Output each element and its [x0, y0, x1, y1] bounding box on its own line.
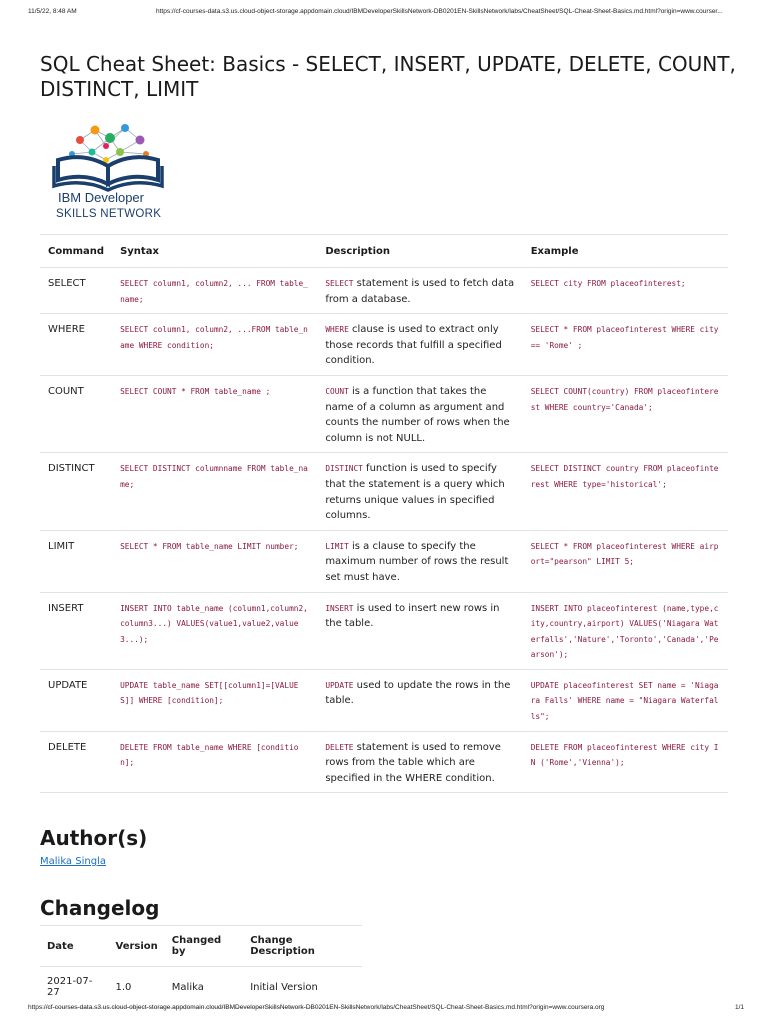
example-cell [523, 268, 728, 314]
changelog-header-row [40, 926, 362, 967]
description-keyword: SELECT [325, 279, 354, 288]
command-cell: WHERE [40, 314, 112, 376]
example-code: INSERT INTO placeofinterest (name,type,city,country,airport) VALUES('Niagara Waterfalls','Nature','Toronto','Canada','Pearson'); [530, 603, 719, 660]
description-cell [317, 592, 522, 669]
footer-url: https://cf-courses-data.s3.us.cloud-object-storage.appdomain.cloud/IBMDeveloperSkillsNetwork-DB0201EN-SkillsNetwork/labs/CheatSheet/SQL-Cheat-Sheet-Basics.md.html?origin=www.coursera.org [28, 1004, 605, 1011]
syntax-cell [112, 314, 317, 376]
sql-cheat-table [40, 234, 728, 793]
syntax-cell [112, 268, 317, 314]
authors-heading: Author(s) [40, 826, 148, 850]
table-row [40, 731, 728, 793]
column-header-command: Command [40, 235, 112, 268]
description-cell [317, 453, 522, 530]
syntax-code: DELETE FROM table_name WHERE [condition]; [120, 742, 299, 768]
description-text: is a function that takes the name of a column as argument and counts the number of rows when the column is not NULL. [325, 385, 510, 444]
changelog-header-version: Version [109, 926, 165, 967]
table-row [40, 530, 728, 592]
syntax-cell [112, 669, 317, 731]
syntax-cell [112, 731, 317, 793]
command-cell: DISTINCT [40, 453, 112, 530]
logo-brand-line1: IBM Developer [58, 190, 144, 205]
description-cell [317, 669, 522, 731]
command-cell: COUNT [40, 375, 112, 452]
print-footer [28, 1004, 744, 1016]
example-cell [523, 375, 728, 452]
changelog-header-date: Date [40, 926, 109, 967]
changelog-date: 2021-07-27 [40, 967, 109, 1008]
syntax-cell [112, 530, 317, 592]
print-url: https://cf-courses-data.s3.us.cloud-object-storage.appdomain.cloud/IBMDeveloperSkillsNetwork-DB0201EN-SkillsNetwork/labs/CheatSheet/SQL-Cheat-Sheet-Basics.md.html?origin=www.courser... [156, 8, 723, 15]
changelog-table [40, 925, 362, 1008]
column-header-example: Example [523, 235, 728, 268]
description-keyword: WHERE [325, 325, 349, 335]
column-header-syntax: Syntax [112, 235, 317, 268]
description-text: function is used to specify that the statement is a query which returns unique values in specified columns. [325, 463, 505, 522]
description-cell [317, 375, 522, 452]
description-keyword: DELETE [325, 742, 354, 752]
table-row [40, 669, 728, 731]
description-cell [317, 731, 522, 793]
example-code: UPDATE placeofinterest SET name = 'Niagara Falls' WHERE name = "Niagara Waterfalls"; [530, 680, 719, 722]
syntax-code: SELECT COUNT * FROM table_name ; [120, 386, 271, 396]
syntax-code: INSERT INTO table_name (column1,column2,column3...) VALUES(value1,value2,value3...); [120, 603, 308, 644]
changelog-description: Initial Version [243, 967, 362, 1008]
ibm-developer-logo [50, 120, 170, 225]
syntax-code: SELECT column1, column2, ...FROM table_name WHERE condition; [120, 325, 308, 350]
table-header-row [40, 235, 728, 268]
command-cell: DELETE [40, 731, 112, 793]
description-keyword: COUNT [325, 386, 349, 396]
example-cell [523, 592, 728, 669]
description-keyword: DISTINCT [325, 464, 363, 474]
changelog-version: 1.0 [109, 967, 165, 1008]
changelog-heading: Changelog [40, 896, 160, 920]
page-title: SQL Cheat Sheet: Basics - SELECT, INSERT, UPDATE, DELETE, COUNT, DISTINCT, LIMIT [40, 52, 736, 101]
description-cell [317, 268, 522, 314]
description-keyword: INSERT [325, 603, 354, 613]
syntax-code: SELECT DISTINCT columnname FROM table_name; [120, 464, 308, 489]
description-keyword: UPDATE [325, 680, 354, 690]
description-text: statement is used to fetch data from a database. [325, 278, 515, 305]
example-cell [523, 453, 728, 530]
example-code: SELECT COUNT(country) FROM placeofinterest WHERE country='Canada'; [530, 386, 719, 412]
description-text: statement is used to remove rows from the table which are specified in the WHERE condition. [325, 741, 501, 784]
example-code: SELECT * FROM placeofinterest WHERE airport="pearson" LIMIT 5; [530, 541, 719, 567]
example-code: SELECT * FROM placeofinterest WHERE city == 'Rome' ; [530, 325, 719, 350]
print-header [28, 8, 750, 20]
description-keyword: LIMIT [325, 541, 349, 551]
example-cell [523, 314, 728, 376]
column-header-description: Description [317, 235, 522, 268]
syntax-cell [112, 453, 317, 530]
command-cell: LIMIT [40, 530, 112, 592]
print-timestamp: 11/5/22, 8:48 AM [28, 8, 77, 15]
syntax-code: SELECT column1, column2, ... FROM table_name; [120, 279, 308, 304]
changelog-changed-by: Malika [165, 967, 243, 1008]
description-text: is a clause to specify the maximum number of rows the result set must have. [325, 540, 509, 583]
page-number: 1/1 [734, 1004, 744, 1011]
example-code: SELECT DISTINCT country FROM placeofinterest WHERE type='historical'; [530, 464, 719, 489]
table-row [40, 314, 728, 376]
table-row [40, 592, 728, 669]
example-cell [523, 669, 728, 731]
command-cell: UPDATE [40, 669, 112, 731]
example-code: SELECT city FROM placeofinterest; [530, 279, 686, 288]
description-text: is used to insert new rows in the table. [325, 602, 500, 630]
syntax-cell [112, 375, 317, 452]
syntax-cell [112, 592, 317, 669]
changelog-header-description: Change Description [243, 926, 362, 967]
description-text: used to update the rows in the table. [325, 679, 511, 707]
description-cell [317, 530, 522, 592]
changelog-row [40, 967, 362, 1008]
syntax-code: UPDATE table_name SET[[column1]=[VALUES]] WHERE [condition]; [120, 680, 299, 706]
description-text: clause is used to extract only those records that fulfill a specified condition. [325, 324, 502, 367]
syntax-code: SELECT * FROM table_name LIMIT number; [120, 541, 299, 551]
example-cell [523, 731, 728, 793]
table-row [40, 453, 728, 530]
changelog-header-changed-by: Changed by [165, 926, 243, 967]
author-link[interactable]: Malika Singla [40, 856, 106, 867]
example-cell [523, 530, 728, 592]
table-row [40, 375, 728, 452]
example-code: DELETE FROM placeofinterest WHERE city IN ('Rome','Vienna'); [530, 742, 719, 768]
book-network-icon [50, 120, 170, 192]
command-cell: SELECT [40, 268, 112, 314]
command-cell: INSERT [40, 592, 112, 669]
logo-brand-line2: SKILLS NETWORK [56, 208, 162, 220]
table-row [40, 268, 728, 314]
description-cell [317, 314, 522, 376]
